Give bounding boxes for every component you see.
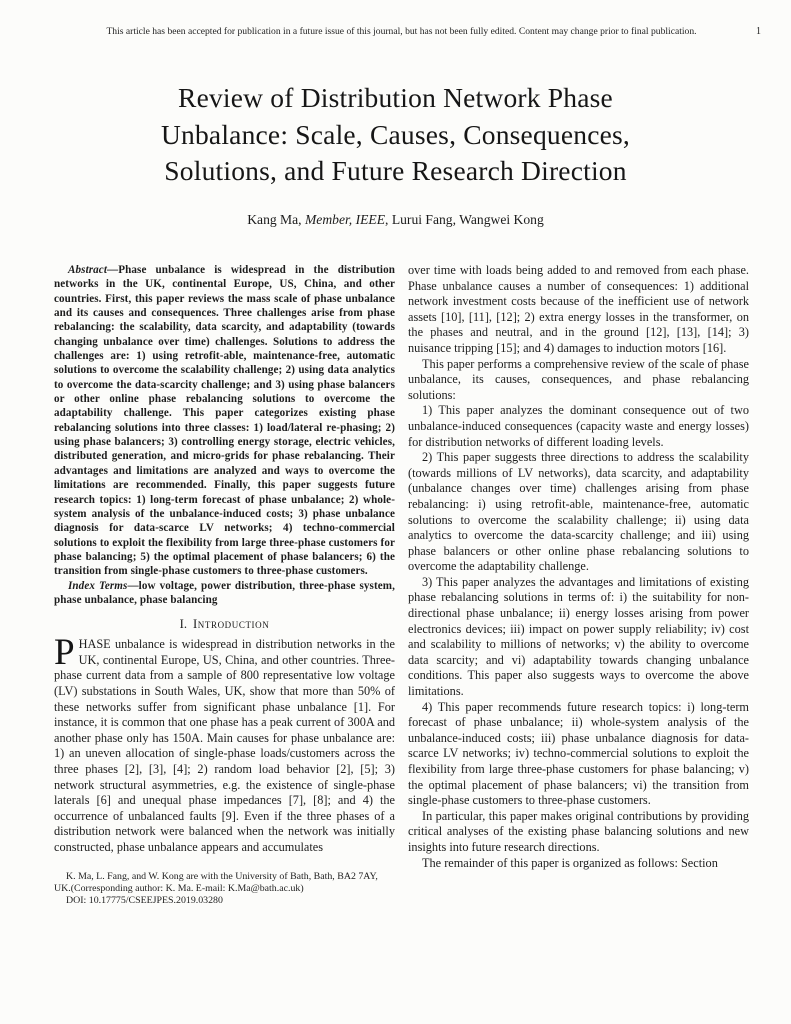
index-terms-label: Index Terms [68, 579, 128, 592]
section-number: I. [179, 617, 187, 632]
body-paragraph: This paper performs a comprehensive review of the scale of phase unbalance, its causes, consequences, and phase rebalancing solutions: [408, 356, 749, 402]
abstract-label: Abstract [68, 264, 108, 276]
index-terms-dash: — [127, 579, 139, 592]
author-membership: Member, IEEE [304, 212, 386, 227]
section-title: Introduction [192, 617, 270, 632]
left-column [54, 263, 395, 908]
intro-text: HASE unbalance is widespread in distribution networks in the UK, continental Europe, US, China, and other countries. Three-phase current data from a sample of 800 representative low voltage (LV) substations in South Wales, UK, show that more than 50% of these networks suffer from significant phase unbalance [1]. For instance, it is common that one phase has a peak current of 300A and another phase only has 150A. Main causes for phase unbalance are: 1) an uneven allocation of single-phase loads/customers across the three phases [2], [3], [4]; 2) random load behavior [2], [5]; 3) network structural asymmetries, e.g. the existence of single-phase laterals [6] and unequal phase impedances [7], [8]; and 4) the occurrence of unbalanced faults [9]. Even if the three phases of a distribution network were balanced when the network was initially constructed, phase unbalance appears and accumulates [54, 637, 395, 854]
section-heading-introduction [54, 616, 395, 632]
author-names: , Lurui Fang, Wangwei Kong [385, 212, 544, 227]
paper-title-line: Solutions, and Future Research Direction [164, 155, 627, 186]
page-header [54, 26, 761, 38]
paper-title-line: Review of Distribution Network Phase [178, 82, 613, 113]
index-terms-text: low voltage, power distribution, three-phase system, phase unbalance, phase balancing [54, 579, 395, 606]
page-number: 1 [756, 26, 761, 37]
intro-paragraph [54, 632, 395, 855]
paper-title [0, 80, 791, 190]
body-paragraph: 3) This paper analyzes the advantages and limitations of existing phase rebalancing solutions in terms of: i) the suitability for non-directional phase unbalance; ii) energy losses arising from power electronics devices; iii) impact on power supply reliability; iv) cost and scalability to millions of networks; v) the ability to overcome data scarcity; and vi) adaptability towards changing unbalance conditions. This paper also suggests ways to overcome the above limitations. [408, 574, 749, 699]
drop-cap: P [54, 632, 75, 674]
body-paragraph: 4) This paper recommends future research topics: i) long-term forecast of phase unbalance; ii) whole-system analysis of the unbalance-induced costs; iii) phase unbalance diagnosis for data-scarce LV networks; iv) techno-commercial solutions to exploit the flexibility from large three-phase customers for phase balancing; v) the optimal placement of phase balancers; vi) the transition from single-phase customers to three-phase customers. [408, 699, 749, 808]
body-paragraph: The remainder of this paper is organized as follows: Section [422, 855, 718, 870]
two-column-body [54, 263, 749, 908]
footnote [54, 871, 395, 908]
body-paragraph: 1) This paper analyzes the dominant consequence out of two unbalance-induced consequences (capacity waste and energy losses) for distribution networks of different loading levels. [408, 403, 749, 449]
body-paragraph: In particular, this paper makes original contributions by providing critical analyses of the existing phase balancing solutions and new insights into future research directions. [408, 808, 749, 854]
author-names: Kang Ma, [247, 212, 305, 227]
paper-title-line: Unbalance: Scale, Causes, Consequences, [160, 118, 631, 150]
footnote-doi: DOI: 10.17775/CSEEJPES.2019.03280 [66, 895, 223, 907]
abstract-dash: — [107, 264, 119, 276]
header-disclaimer: This article has been accepted for publication in a future issue of this journal, but has not been fully edited. Content may change prior to final publication. [106, 26, 697, 37]
footnote-affiliation: K. Ma, L. Fang, and W. Kong are with the University of Bath, Bath, BA2 7AY, UK.(Corresponding author: K. Ma. E-mail: K.Ma@bath.ac.uk) [54, 870, 378, 894]
abstract-text: Phase unbalance is widespread in the distribution networks in the UK, continental Europe, US, China, and other countries. First, this paper reviews the mass scale of phase unbalance and its causes and consequences. Three challenges arise from phase rebalancing: the scalability, data scarcity, and adaptability (towards changing unbalance over time) challenges. Solutions to address the challenges are: 1) using retrofit-able, maintenance-free, automatic solutions to overcome the scalability challenge; 2) using data analytics to overcome the data-scarcity challenge; and 3) using phase balancers or other online phase rebalancing solutions to overcome the adaptability challenge. This paper categorizes existing phase rebalancing solutions into three classes: 1) load/lateral re-phasing; 2) using phase balancers; 3) controlling energy storage, electric vehicles, distributed generation, and micro-grids for phase rebalancing. Their advantages and limitations are analyzed and ways to overcome the limitations are recommended. Finally, this paper suggests future research topics: 1) long-term forecast of phase unbalance; 2) whole-system analysis of the unbalance-induced costs; 3) phase unbalance diagnosis for data-scarce LV networks; 4) techno-commercial solutions to exploit the flexibility from large three-phase customers for phase balancing; 5) the optimal placement of phase balancers; 6) the transition from single-phase customers to three-phase customers. [54, 264, 395, 578]
authors-line [0, 212, 791, 228]
abstract [54, 263, 395, 579]
index-terms [54, 579, 395, 608]
body-paragraph: 2) This paper suggests three directions to address the scalability (towards millions of LV networks), data scarcity, and adaptability (unbalance changes over time) challenges arising from phase rebalancing: i) using retrofit-able, maintenance-free, automatic solutions to overcome the scalability challenge; ii) using data analytics to overcome the data-scarcity challenge; and iii) using phase balancers or other online phase rebalancing solutions to overcome the adaptability challenge. [408, 450, 749, 574]
right-column [408, 263, 749, 908]
body-paragraph: over time with loads being added to and removed from each phase. Phase unbalance causes a number of consequences: 1) additional network investment costs because of the inefficient use of network assets [10], [11], [12]; 2) extra energy losses in the transformer, on the phases and neutral, and in the ground [12], [13], [14]; 3) nuisance tripping [15]; and 4) damages to induction motors [16]. [408, 263, 749, 355]
